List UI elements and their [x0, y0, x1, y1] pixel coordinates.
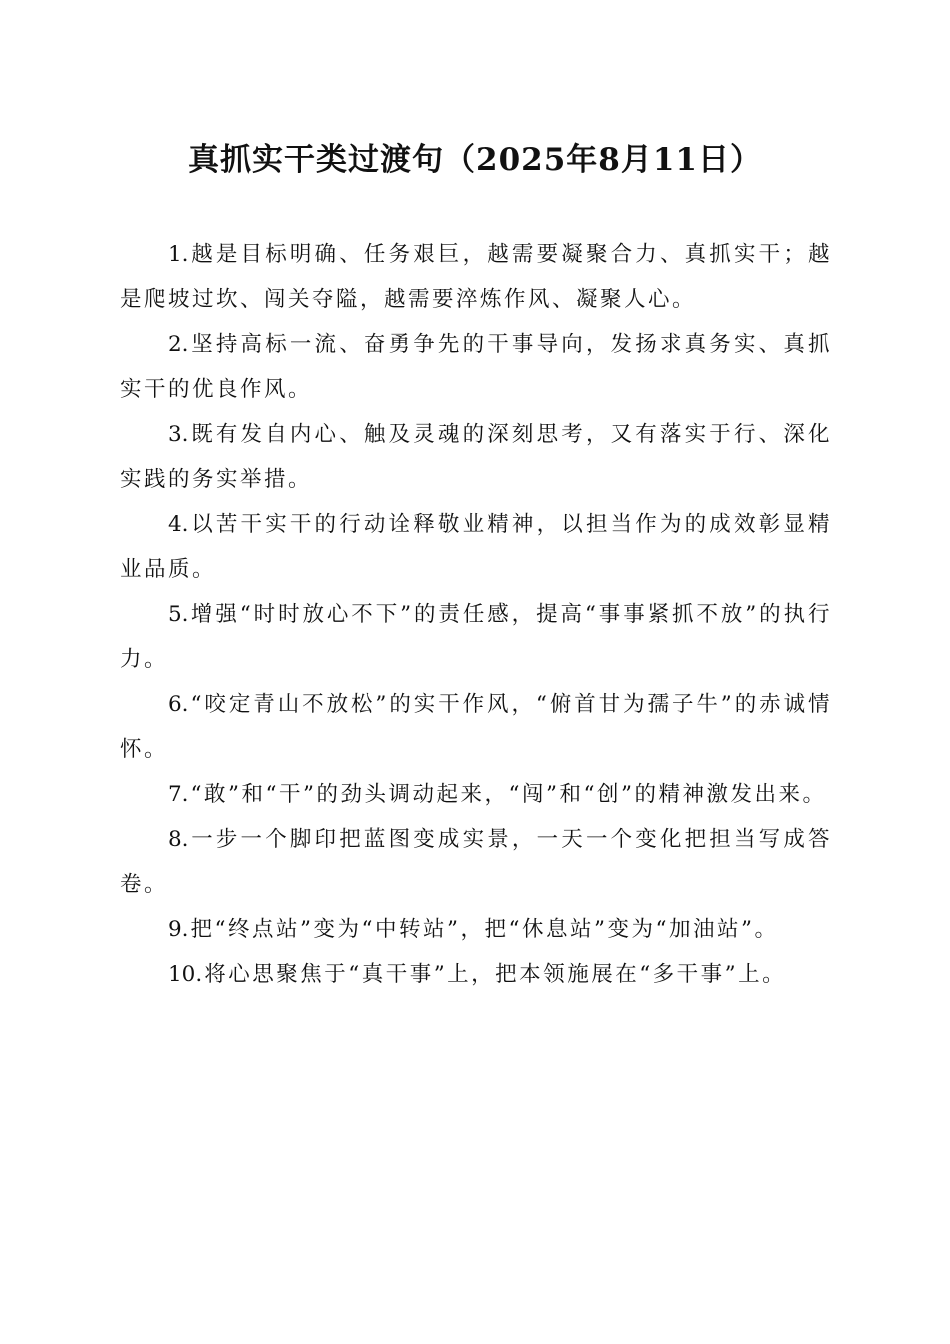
paragraph-text: “咬定青山不放松”的实干作风，“俯首甘为孺子牛”的赤诚情怀。 — [120, 692, 832, 762]
paragraph-4 — [120, 502, 832, 592]
document-body — [120, 232, 832, 997]
paragraph-5 — [120, 592, 832, 682]
paragraph-number: 5. — [168, 602, 189, 627]
paragraph-8 — [120, 817, 832, 907]
paragraph-text: 越是目标明确、任务艰巨，越需要凝聚合力、真抓实干；越是爬坡过坎、闯关夺隘，越需要淬炼作风、凝聚人心。 — [120, 242, 832, 312]
paragraph-9 — [120, 907, 832, 952]
paragraph-text: 一步一个脚印把蓝图变成实景，一天一个变化把担当写成答卷。 — [120, 827, 832, 897]
paragraph-number: 10. — [168, 962, 203, 987]
paragraph-text: 既有发自内心、触及灵魂的深刻思考，又有落实于行、深化实践的务实举措。 — [120, 422, 832, 492]
paragraph-10 — [120, 952, 832, 997]
paragraph-number: 7. — [168, 782, 189, 807]
paragraph-text: 将心思聚焦于“真干事”上，把本领施展在“多干事”上。 — [204, 962, 787, 987]
paragraph-3 — [120, 412, 832, 502]
document-title: 真抓实干类过渡句（2025年8月11日） — [188, 142, 762, 178]
paragraph-text: “敢”和“干”的劲头调动起来，“闯”和“创”的精神激发出来。 — [190, 782, 827, 807]
paragraph-number: 2. — [168, 332, 189, 357]
paragraph-number: 4. — [168, 512, 189, 537]
paragraph-7 — [120, 772, 832, 817]
paragraph-text: 把“终点站”变为“中转站”，把“休息站”变为“加油站”。 — [190, 917, 779, 942]
paragraph-2 — [120, 322, 832, 412]
paragraph-number: 1. — [168, 242, 189, 267]
paragraph-6 — [120, 682, 832, 772]
paragraph-number: 8. — [168, 827, 189, 852]
paragraph-number: 3. — [168, 422, 189, 447]
paragraph-1 — [120, 232, 832, 322]
paragraph-text: 坚持高标一流、奋勇争先的干事导向，发扬求真务实、真抓实干的优良作风。 — [120, 332, 832, 402]
paragraph-text: 以苦干实干的行动诠释敬业精神，以担当作为的成效彰显精业品质。 — [120, 512, 832, 582]
paragraph-number: 6. — [168, 692, 189, 717]
paragraph-text: 增强“时时放心不下”的责任感，提高“事事紧抓不放”的执行力。 — [120, 602, 832, 672]
paragraph-number: 9. — [168, 917, 189, 942]
